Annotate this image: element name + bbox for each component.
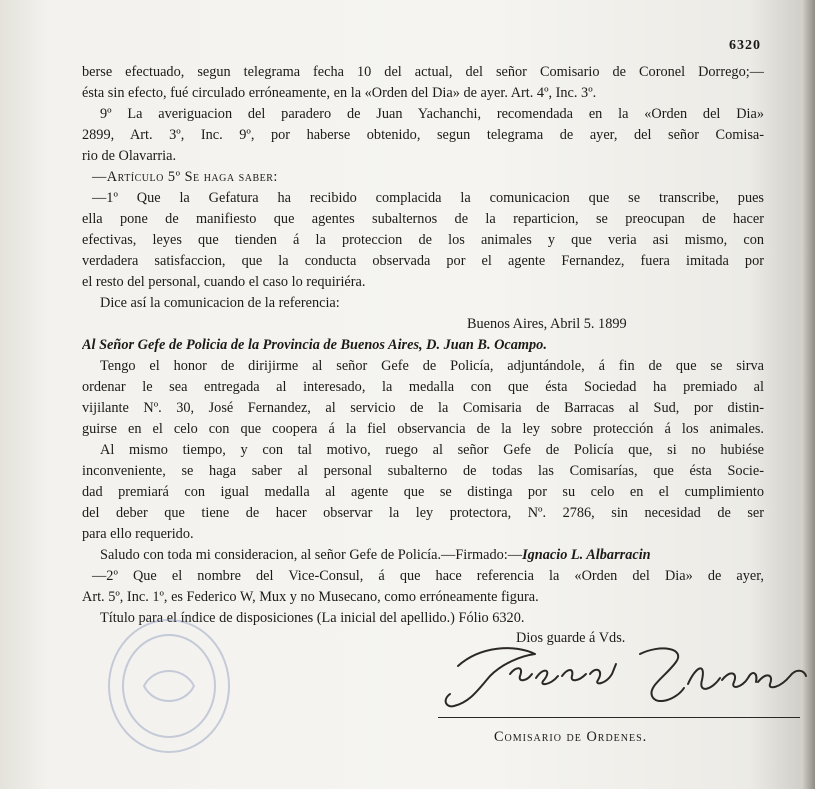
text-line: Art. 5º, Inc. 1º, es Federico W, Mux y no Musecano, como erróneamente figura. <box>82 589 539 605</box>
text-line: —2º Que el nombre del Vice-Consul, á que hace referencia la «Orden del Dia» de ayer, <box>92 568 764 584</box>
text-line: dad premiará con igual medalla al agente que se distinga por su celo en el cumplimiento <box>82 484 764 500</box>
text-line: 2899, Art. 3º, Inc. 9º, por haberse obtenido, segun telegrama de ayer, del señor Comisa- <box>82 127 764 143</box>
text-line: vijilante Nº. 30, José Fernandez, al servicio de la Comisaria de Barracas al Sud, por distin- <box>82 400 764 416</box>
valediction: Dios guarde á Vds. <box>516 630 626 646</box>
text-line: berse efectuado, segun telegrama fecha 10 del actual, del señor Comisario de Coronel Dorrego;— <box>82 64 764 80</box>
text-line: del deber que tiene de hacer observar la ley protectora, Nº. 2786, sin necesidad de ser <box>82 505 764 521</box>
document-body <box>82 62 764 629</box>
text-line: para ello requerido. <box>82 526 194 542</box>
letter-signer: Ignacio L. Albarracin <box>522 547 651 563</box>
text-line: —1º Que la Gefatura ha recibido complacida la comunicacion que se transcribe, pues <box>92 190 764 206</box>
text-line: el resto del personal, cuando el caso lo requiriéra. <box>82 274 366 290</box>
text-line: guirse en el celo con que coopera á la fiel observancia de la ley sobre protección á los animales. <box>82 421 764 437</box>
handwritten-signature <box>440 636 810 716</box>
text-line: efectivas, leyes que tienden á la proteccion de los animales y que veria asi mismo, con <box>82 232 764 248</box>
text-line: Al mismo tiempo, y con tal motivo, ruego al señor Gefe de Policía que, si no hubiése <box>100 442 764 458</box>
letter-addressee: Al Señor Gefe de Policia de la Provincia de Buenos Aires, D. Juan B. Ocampo. <box>82 337 547 353</box>
signatory-title: Comisario de Ordenes. <box>494 729 648 745</box>
text-line: 9º La averiguacion del paradero de Juan Yachanchi, recomendada en la «Orden del Dia» <box>100 106 764 122</box>
text-line: Tengo el honor de dirijirme al señor Gefe de Policía, adjuntándole, á fin de que se sirva <box>100 358 764 374</box>
text-line: ordenar le sea entregada al interesado, la medalla con que ésta Sociedad ha premiado al <box>82 379 764 395</box>
text-line: inconveniente, se haga saber al personal subalterno de todas las Comisarías, que ésta Socie- <box>82 463 764 479</box>
text-line: Título para el índice de disposiciones (La inicial del apellido.) Fólio 6320. <box>100 610 525 626</box>
text-line: ella pone de manifiesto que agentes subalternos de la reparticion, se preocupan de hacer <box>82 211 764 227</box>
page-number: 6320 <box>729 38 761 53</box>
text-line: verdadera satisfaccion, que la conducta observada por el agente Fernandez, fuera imitada por <box>82 253 764 269</box>
text-line: rio de Olavarria. <box>82 148 177 164</box>
article-heading: —Artículo 5º Se haga saber: <box>92 169 278 185</box>
closing-text: Saludo con toda mi consideracion, al señor Gefe de Policía.—Firmado:— <box>100 547 523 563</box>
signature-line <box>438 717 800 718</box>
letter-date: Buenos Aires, Abril 5. 1899 <box>467 316 627 332</box>
text-line: Dice así la comunicacion de la referencia: <box>100 295 340 311</box>
text-line: ésta sin efecto, fué circulado erróneamente, en la «Orden del Dia» de ayer. Art. 4º, Inc. 3º. <box>82 85 597 101</box>
letter-closing-line <box>82 545 764 566</box>
official-seal-stamp <box>104 616 234 756</box>
